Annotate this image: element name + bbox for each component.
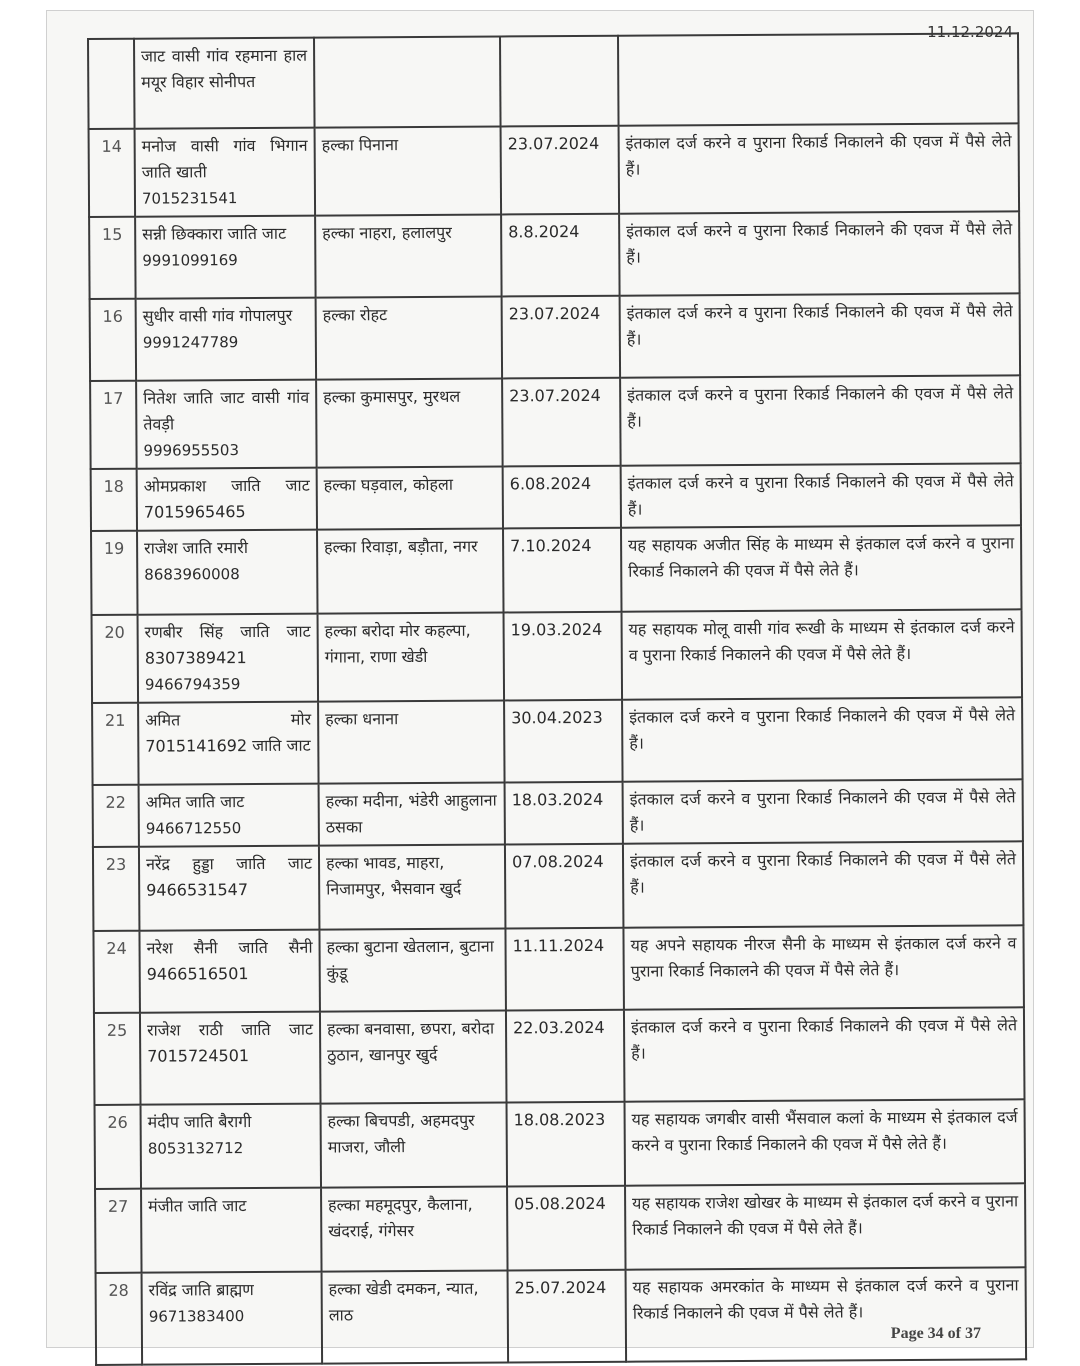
- serial-number-cell: 25: [94, 1013, 141, 1105]
- serial-number-cell: 27: [95, 1189, 142, 1273]
- area-cell: हल्का खेडी दमकन, न्यात, लाठ: [322, 1270, 509, 1363]
- phone-number: 9991247789: [142, 333, 239, 352]
- remark-cell: यह अपने सहायक नीरज सैनी के माध्यम से इंतकाल दर्ज करने व पुराना रिकार्ड निकालने की एवज में पैसे लेते हैं।: [623, 925, 1023, 1009]
- records-table: [87, 32, 1027, 1366]
- serial-number-cell: 22: [93, 785, 139, 847]
- area-cell: हल्का भावड, माहरा, निजामपुर, भैसवान खुर्द: [319, 844, 506, 929]
- serial-number-cell: 21: [92, 703, 139, 785]
- date-cell: 30.04.2023: [504, 700, 622, 783]
- phone-number: 7015231541: [141, 189, 238, 208]
- document-date: 11.12.2024: [927, 23, 1013, 41]
- date-cell: 18.03.2024: [505, 782, 623, 845]
- person-cell: [138, 702, 318, 785]
- area-cell: हल्का मदीना, भंडेरी आहुलाना ठसका: [319, 782, 505, 845]
- area-cell: हल्का बरोदा मोर कहल्पा, गंगाना, राणा खेडी: [318, 612, 505, 701]
- person-cell: [139, 846, 320, 931]
- table-row: [94, 1007, 1025, 1105]
- table-row: [93, 841, 1023, 931]
- person-cell: [139, 930, 319, 1013]
- person-name: राजेश राठी जाति जाट 7015724501: [147, 1019, 314, 1066]
- area-cell: हल्का पिनाना: [315, 126, 502, 215]
- page-number: Page 34 of 37: [890, 1325, 981, 1342]
- remark-cell: यह सहायक मोलू वासी गांव रूखी के माध्यम से इंतकाल दर्ज करने व पुराना रिकार्ड निकालने की एवज में पैसे लेते हैं।: [622, 609, 1023, 699]
- area-cell: हल्का धनाना: [318, 700, 504, 783]
- table-row: [96, 1267, 1027, 1365]
- person-cell: [137, 468, 317, 531]
- date-cell: 23.07.2024: [502, 296, 620, 379]
- person-name: मनोज वासी गांव भिगान जाति खाती: [141, 135, 308, 182]
- date-cell: 23.07.2024: [501, 126, 620, 215]
- phone-number: [148, 1219, 314, 1220]
- phone-number: 9671383400: [148, 1307, 245, 1326]
- serial-number-cell: 14: [89, 129, 136, 217]
- person-name: जाट वासी गांव रहमाना हाल मयूर विहार सोनीपत: [141, 45, 308, 92]
- person-cell: [137, 530, 318, 615]
- remark-cell: यह सहायक अजीत सिंह के माध्यम से इंतकाल दर्ज करने व पुराना रिकार्ड निकालने की एवज में पैसे लेते हैं।: [621, 525, 1022, 611]
- area-cell: हल्का बुटाना खेतलान, बुटाना कुंडू: [319, 928, 505, 1011]
- person-name: ओमप्रकाश जाति जाट 7015965465: [143, 475, 310, 522]
- phone-number: [141, 95, 307, 96]
- table-row: [93, 925, 1023, 1013]
- person-name: अमित मोर 7015141692 जाति जाट: [145, 709, 312, 756]
- serial-number-cell: 18: [91, 469, 137, 531]
- area-cell: हल्का रिवाड़ा, बड़ौता, नगर: [317, 528, 504, 613]
- date-cell: 07.08.2024: [505, 844, 624, 929]
- remark-cell: इंतकाल दर्ज करने व पुराना रिकार्ड निकालने की एवज में पैसे लेते हैं।: [623, 841, 1024, 927]
- remark-cell: इंतकाल दर्ज करने व पुराना रिकार्ड निकालने की एवज में पैसे लेते हैं।: [623, 779, 1023, 843]
- date-cell: 23.07.2024: [502, 378, 621, 467]
- table-row: [95, 1099, 1025, 1189]
- remark-cell: इंतकाल दर्ज करने व पुराना रिकार्ड निकालने की एवज में पैसे लेते हैं।: [619, 211, 1019, 295]
- date-cell: [500, 36, 619, 127]
- person-name: रणबीर सिंह जाति जाट 8307389421: [144, 621, 311, 668]
- remark-cell: यह सहायक जगबीर वासी भैंसवाल कलां के माध्यम से इंतकाल दर्ज करने व पुराना रिकार्ड निकालने की एवज में पैसे लेते हैं।: [625, 1099, 1026, 1185]
- person-cell: [138, 614, 319, 703]
- serial-number-cell: 23: [93, 847, 140, 931]
- person-cell: [135, 128, 316, 217]
- remark-cell: इंतकाल दर्ज करने व पुराना रिकार्ड निकालने की एवज में पैसे लेते हैं।: [621, 463, 1021, 527]
- phone-number: 9466794359: [144, 675, 241, 694]
- serial-number-cell: 16: [90, 299, 137, 381]
- person-name: सन्नी छिक्कारा जाति जाट: [142, 223, 287, 244]
- table-row: [88, 33, 1019, 129]
- serial-number-cell: 19: [91, 531, 138, 615]
- person-cell: [140, 1012, 321, 1105]
- person-name: नरेंद्र हुड्डा जाति जाट 9466531547: [145, 853, 313, 900]
- date-cell: 11.11.2024: [505, 928, 623, 1011]
- records-table-body: [88, 33, 1026, 1365]
- date-cell: 8.8.2024: [501, 214, 619, 297]
- table-row: [91, 463, 1021, 531]
- person-name: रविंद्र जाति ब्राह्मण: [148, 1280, 254, 1300]
- phone-number: 9991099169: [142, 251, 238, 270]
- phone-number: [147, 987, 313, 988]
- table-row: [89, 211, 1019, 299]
- remark-cell: इंतकाल दर्ज करने व पुराना रिकार्ड निकालने की एवज में पैसे लेते हैं।: [624, 1007, 1025, 1101]
- person-cell: [141, 1188, 322, 1273]
- phone-number: [146, 903, 312, 904]
- date-cell: 05.08.2024: [507, 1186, 626, 1271]
- serial-number-cell: 15: [89, 217, 136, 299]
- person-cell: [135, 216, 315, 299]
- date-cell: 25.07.2024: [508, 1270, 627, 1363]
- area-cell: हल्का घड़वाल, कोहला: [317, 466, 503, 529]
- phone-number: 9996955503: [143, 441, 240, 460]
- table-row: [90, 375, 1021, 469]
- remark-cell: इंतकाल दर्ज करने व पुराना रिकार्ड निकालने की एवज में पैसे लेते हैं।: [619, 123, 1020, 213]
- phone-number: [147, 1069, 313, 1070]
- person-name: नितेश जाति जाट वासी गांव तेवड़ी: [143, 387, 310, 434]
- person-name: नरेश सैनी जाति सैनी 9466516501: [146, 937, 313, 984]
- person-name: मंदीप जाति बैरागी: [147, 1112, 252, 1132]
- person-name: मंजीत जाति जाट: [148, 1196, 247, 1216]
- person-cell: [139, 784, 319, 847]
- serial-number-cell: 20: [92, 615, 139, 703]
- table-row: [92, 609, 1023, 703]
- serial-number-cell: 26: [95, 1105, 142, 1189]
- remark-cell: यह सहायक राजेश खोखर के माध्यम से इंतकाल दर्ज करने व पुराना रिकार्ड निकालने की एवज में पैसे लेते हैं।: [625, 1183, 1026, 1269]
- date-cell: 18.08.2023: [507, 1102, 626, 1187]
- table-row: [90, 293, 1020, 381]
- person-cell: [136, 380, 317, 469]
- area-cell: हल्का रोहट: [316, 296, 502, 379]
- serial-number-cell: 28: [96, 1273, 143, 1365]
- remark-cell: इंतकाल दर्ज करने व पुराना रिकार्ड निकालने की एवज में पैसे लेते हैं।: [620, 293, 1020, 377]
- document-page: [46, 10, 1034, 1348]
- phone-number: [144, 525, 310, 526]
- date-cell: 19.03.2024: [504, 612, 623, 701]
- remark-cell: इंतकाल दर्ज करने व पुराना रिकार्ड निकालने की एवज में पैसे लेते हैं।: [622, 697, 1022, 781]
- serial-number-cell: [88, 39, 135, 129]
- area-cell: हल्का महमूदपुर, कैलाना, खंदराई, गंगेसर: [321, 1186, 508, 1271]
- table-row: [92, 697, 1022, 785]
- area-cell: हल्का बिचपडी, अहमदपुर माजरा, जौली: [321, 1102, 508, 1187]
- serial-number-cell: 24: [93, 931, 140, 1013]
- serial-number-cell: 17: [90, 381, 137, 469]
- area-cell: [314, 36, 501, 127]
- person-name: अमित जाति जाट: [145, 792, 245, 812]
- phone-number: 8683960008: [144, 565, 240, 584]
- phone-number: [145, 759, 311, 760]
- table-row: [89, 123, 1020, 217]
- person-cell: [136, 298, 316, 381]
- date-cell: 7.10.2024: [503, 528, 622, 613]
- remark-cell: इंतकाल दर्ज करने व पुराना रिकार्ड निकालने की एवज में पैसे लेते हैं।: [620, 375, 1021, 465]
- person-cell: [141, 1104, 322, 1189]
- remark-cell: [618, 33, 1019, 125]
- person-name: सुधीर वासी गांव गोपालपुर: [142, 305, 293, 326]
- phone-number: 8053132712: [147, 1139, 244, 1158]
- person-name: राजेश जाति रमारी: [144, 538, 249, 558]
- remark-cell: यह सहायक अमरकांत के माध्यम से इंतकाल दर्ज करने व पुराना रिकार्ड निकालने की एवज में पैसे लेते हैं।: [626, 1267, 1027, 1361]
- area-cell: हल्का कुमासपुर, मुरथल: [316, 378, 503, 467]
- table-row: [91, 525, 1021, 615]
- date-cell: 6.08.2024: [503, 466, 621, 529]
- area-cell: हल्का नाहरा, हलालपुर: [315, 214, 501, 297]
- phone-number: 9466712550: [145, 819, 242, 838]
- table-row: [95, 1183, 1025, 1273]
- date-cell: 22.03.2024: [506, 1010, 625, 1103]
- area-cell: हल्का बनवासा, छपरा, बरोदा ठुठान, खानपुर खुर्द: [320, 1010, 507, 1103]
- table-row: [93, 779, 1023, 847]
- person-cell: [134, 38, 315, 129]
